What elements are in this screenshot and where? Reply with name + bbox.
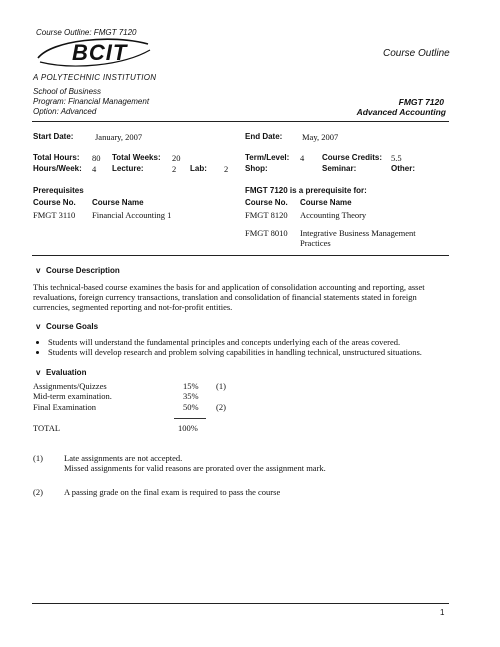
lab-value: 2 <box>224 164 229 174</box>
total-hours-label: Total Hours: <box>33 153 80 162</box>
prereq-for-name-label: Course Name <box>300 198 352 207</box>
bullet-icon <box>36 351 39 354</box>
prereq-no-label: Course No. <box>33 198 76 207</box>
header-divider <box>32 121 449 122</box>
credits-label: Course Credits: <box>322 153 383 162</box>
credits-value: 5.5 <box>391 153 402 163</box>
note-text: A passing grade on the final exam is required to pass the course <box>64 487 281 497</box>
total-weeks-value: 20 <box>172 153 181 163</box>
prereq-for-course-name: Integrative Business Management <box>300 228 416 238</box>
course-code: FMGT 7120 <box>398 97 444 107</box>
hours-week-value: 4 <box>92 164 97 174</box>
description-line: currencies, segmented reporting and not-for-profit entities. <box>33 302 233 312</box>
evaluation-item-pct: 50% <box>183 402 199 412</box>
info-divider <box>32 255 449 256</box>
evaluation-item-pct: 15% <box>183 381 199 391</box>
total-rule <box>174 418 206 419</box>
school-name: School of Business <box>33 87 102 96</box>
doc-type: Course Outline <box>383 48 450 59</box>
bullet-icon <box>36 341 39 344</box>
evaluation-item-note: (1) <box>216 381 226 391</box>
end-date-value: May, 2007 <box>302 132 339 142</box>
evaluation-marker: v <box>36 368 41 377</box>
note-text: Late assignments are not accepted. <box>64 453 183 463</box>
program-name: Program: Financial Management <box>33 97 150 106</box>
bcit-logo <box>32 36 154 72</box>
description-line: revaluations, foreign currency transactions, translation and consolidation of financial statements stated in foreign <box>33 292 417 302</box>
evaluation-item-pct: 35% <box>183 391 199 401</box>
lecture-value: 2 <box>172 164 177 174</box>
lecture-label: Lecture: <box>112 164 144 173</box>
other-label: Other: <box>391 164 415 173</box>
note-marker: (1) <box>33 453 43 463</box>
evaluation-total-label: TOTAL <box>33 423 61 433</box>
prereq-for-no-label: Course No. <box>245 198 288 207</box>
note-marker: (2) <box>33 487 43 497</box>
goals-marker: v <box>36 322 41 331</box>
lab-label: Lab: <box>190 164 207 173</box>
prereq-for-course-no: FMGT 8010 <box>245 228 288 238</box>
prereq-course-no: FMGT 3110 <box>33 210 76 220</box>
description-heading: Course Description <box>46 266 120 275</box>
prereq-heading: Prerequisites <box>33 186 84 195</box>
start-date-value: January, 2007 <box>95 132 143 142</box>
goal-item: Students will understand the fundamental principles and concepts underlying each of the areas covered. <box>48 337 401 347</box>
total-weeks-label: Total Weeks: <box>112 153 161 162</box>
evaluation-item-label: Mid-term examination. <box>33 391 112 401</box>
term-label: Term/Level: <box>245 153 290 162</box>
evaluation-total-pct: 100% <box>178 423 198 433</box>
outline-ref: Course Outline: FMGT 7120 <box>36 28 137 37</box>
description-line: This technical-based course examines the basis for and application of consolidation accounting and reporting, asset <box>33 282 425 292</box>
evaluation-item-label: Assignments/Quizzes <box>33 381 107 391</box>
goal-item: Students will develop research and problem solving capabilities in handling technical, unstructured situations. <box>48 347 422 357</box>
note-text: Missed assignments for valid reasons are prorated over the assignment mark. <box>64 463 326 473</box>
shop-label: Shop: <box>245 164 268 173</box>
institution-tagline: A POLYTECHNIC INSTITUTION <box>33 73 157 82</box>
course-title: Advanced Accounting <box>356 107 446 117</box>
end-date-label: End Date: <box>245 132 283 141</box>
description-marker: v <box>36 266 41 275</box>
footer-divider <box>32 603 449 604</box>
prereq-for-course-no: FMGT 8120 <box>245 210 288 220</box>
hours-week-label: Hours/Week: <box>33 164 82 173</box>
prereq-for-course-name: Accounting Theory <box>300 210 367 220</box>
seminar-label: Seminar: <box>322 164 357 173</box>
total-hours-value: 80 <box>92 153 101 163</box>
prereq-course-name: Financial Accounting 1 <box>92 210 172 220</box>
prereq-name-label: Course Name <box>92 198 144 207</box>
prereq-for-course-name-cont: Practices <box>300 238 331 248</box>
start-date-label: Start Date: <box>33 132 74 141</box>
term-value: 4 <box>300 153 305 163</box>
page-number: 1 <box>440 608 445 617</box>
prereq-for-heading: FMGT 7120 is a prerequisite for: <box>245 186 367 195</box>
evaluation-item-label: Final Examination <box>33 402 97 412</box>
option-name: Option: Advanced <box>33 107 97 116</box>
evaluation-item-note: (2) <box>216 402 226 412</box>
logo-text: BCIT <box>72 40 128 65</box>
goals-heading: Course Goals <box>46 322 99 331</box>
evaluation-heading: Evaluation <box>46 368 87 377</box>
